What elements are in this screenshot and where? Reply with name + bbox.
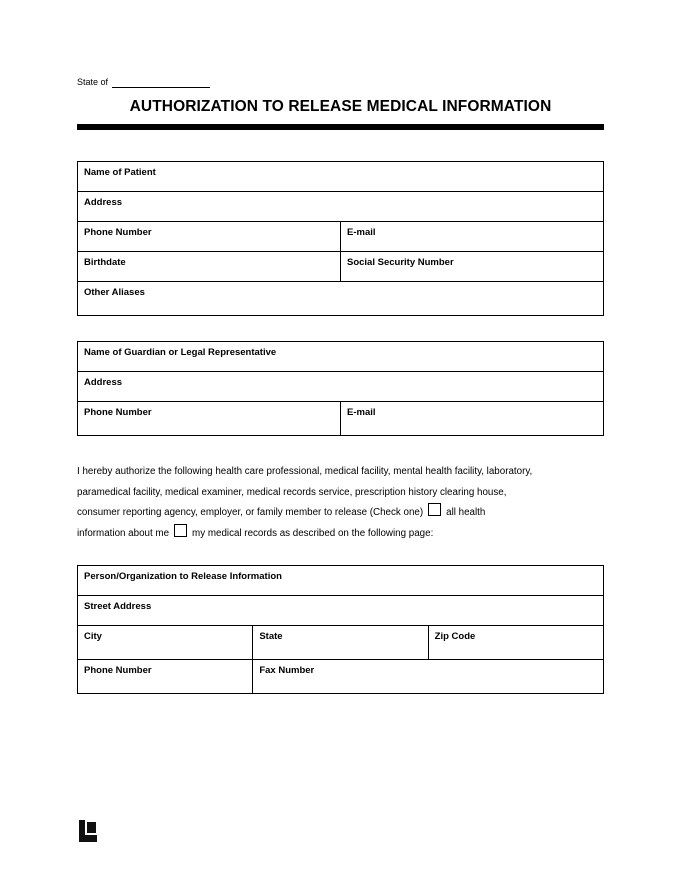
- table-row: [78, 282, 604, 316]
- state-of-line: [77, 74, 604, 88]
- field-guardian-email[interactable]: E-mail: [341, 402, 604, 436]
- field-patient-ssn[interactable]: Social Security Number: [341, 252, 604, 282]
- table-row: [78, 192, 604, 222]
- field-fax-number[interactable]: Fax Number: [253, 660, 604, 694]
- table-row: [78, 162, 604, 192]
- field-guardian-phone-number[interactable]: Phone Number: [78, 402, 341, 436]
- checkbox-all-health-information[interactable]: [428, 503, 441, 516]
- table-row: [78, 222, 604, 252]
- checkbox-described-records[interactable]: [174, 524, 187, 537]
- paragraph-line-2: paramedical facility, medical examiner, medical records service, prescription history clearing house,: [77, 486, 507, 498]
- authorization-paragraph: [77, 462, 604, 544]
- table-row: [78, 342, 604, 372]
- field-state[interactable]: State: [253, 626, 428, 660]
- paragraph-line-4-suffix: my medical records as described on the following page:: [192, 527, 434, 539]
- paragraph-line-4: [77, 524, 604, 545]
- field-patient-email[interactable]: E-mail: [341, 222, 604, 252]
- state-of-input[interactable]: [112, 76, 210, 88]
- table-row: [78, 372, 604, 402]
- field-name-of-guardian[interactable]: Name of Guardian or Legal Representative: [78, 342, 604, 372]
- table-row: [78, 252, 604, 282]
- field-street-address[interactable]: Street Address: [78, 596, 604, 626]
- state-of-label: State of: [77, 77, 109, 87]
- field-patient-address[interactable]: Address: [78, 192, 604, 222]
- field-city[interactable]: City: [78, 626, 253, 660]
- table-row: [78, 402, 604, 436]
- table-row: [78, 596, 604, 626]
- field-zip-code[interactable]: Zip Code: [428, 626, 603, 660]
- logo-bar-small: [87, 822, 96, 833]
- field-other-aliases[interactable]: Other Aliases: [78, 282, 604, 316]
- field-person-organization[interactable]: Person/Organization to Release Information: [78, 566, 604, 596]
- field-release-phone-number[interactable]: Phone Number: [78, 660, 253, 694]
- field-guardian-address[interactable]: Address: [78, 372, 604, 402]
- paragraph-line-1: I hereby authorize the following health care professional, medical facility, mental health facility, laboratory,: [77, 466, 533, 477]
- page-title: AUTHORIZATION TO RELEASE MEDICAL INFORMATION: [129, 98, 552, 115]
- paragraph-line-4-text: information about me: [77, 527, 170, 539]
- table-row: [78, 626, 604, 660]
- table-row: [78, 566, 604, 596]
- table-row: [78, 660, 604, 694]
- paragraph-line-3: [77, 503, 604, 524]
- field-name-of-patient[interactable]: Name of Patient: [78, 162, 604, 192]
- legal-templates-logo-icon: [79, 820, 97, 842]
- paragraph-line-3-suffix: all health: [446, 507, 486, 518]
- field-patient-phone-number[interactable]: Phone Number: [78, 222, 341, 252]
- guardian-information-table: [77, 341, 604, 436]
- document-content: [77, 74, 604, 694]
- paragraph-line-3-text: consumer reporting agency, employer, or family member to release (Check one): [77, 507, 424, 518]
- release-information-table: [77, 565, 604, 694]
- field-patient-birthdate[interactable]: Birthdate: [78, 252, 341, 282]
- patient-information-table: [77, 161, 604, 316]
- title-divider: [77, 124, 604, 130]
- logo-bar-bottom: [85, 835, 97, 842]
